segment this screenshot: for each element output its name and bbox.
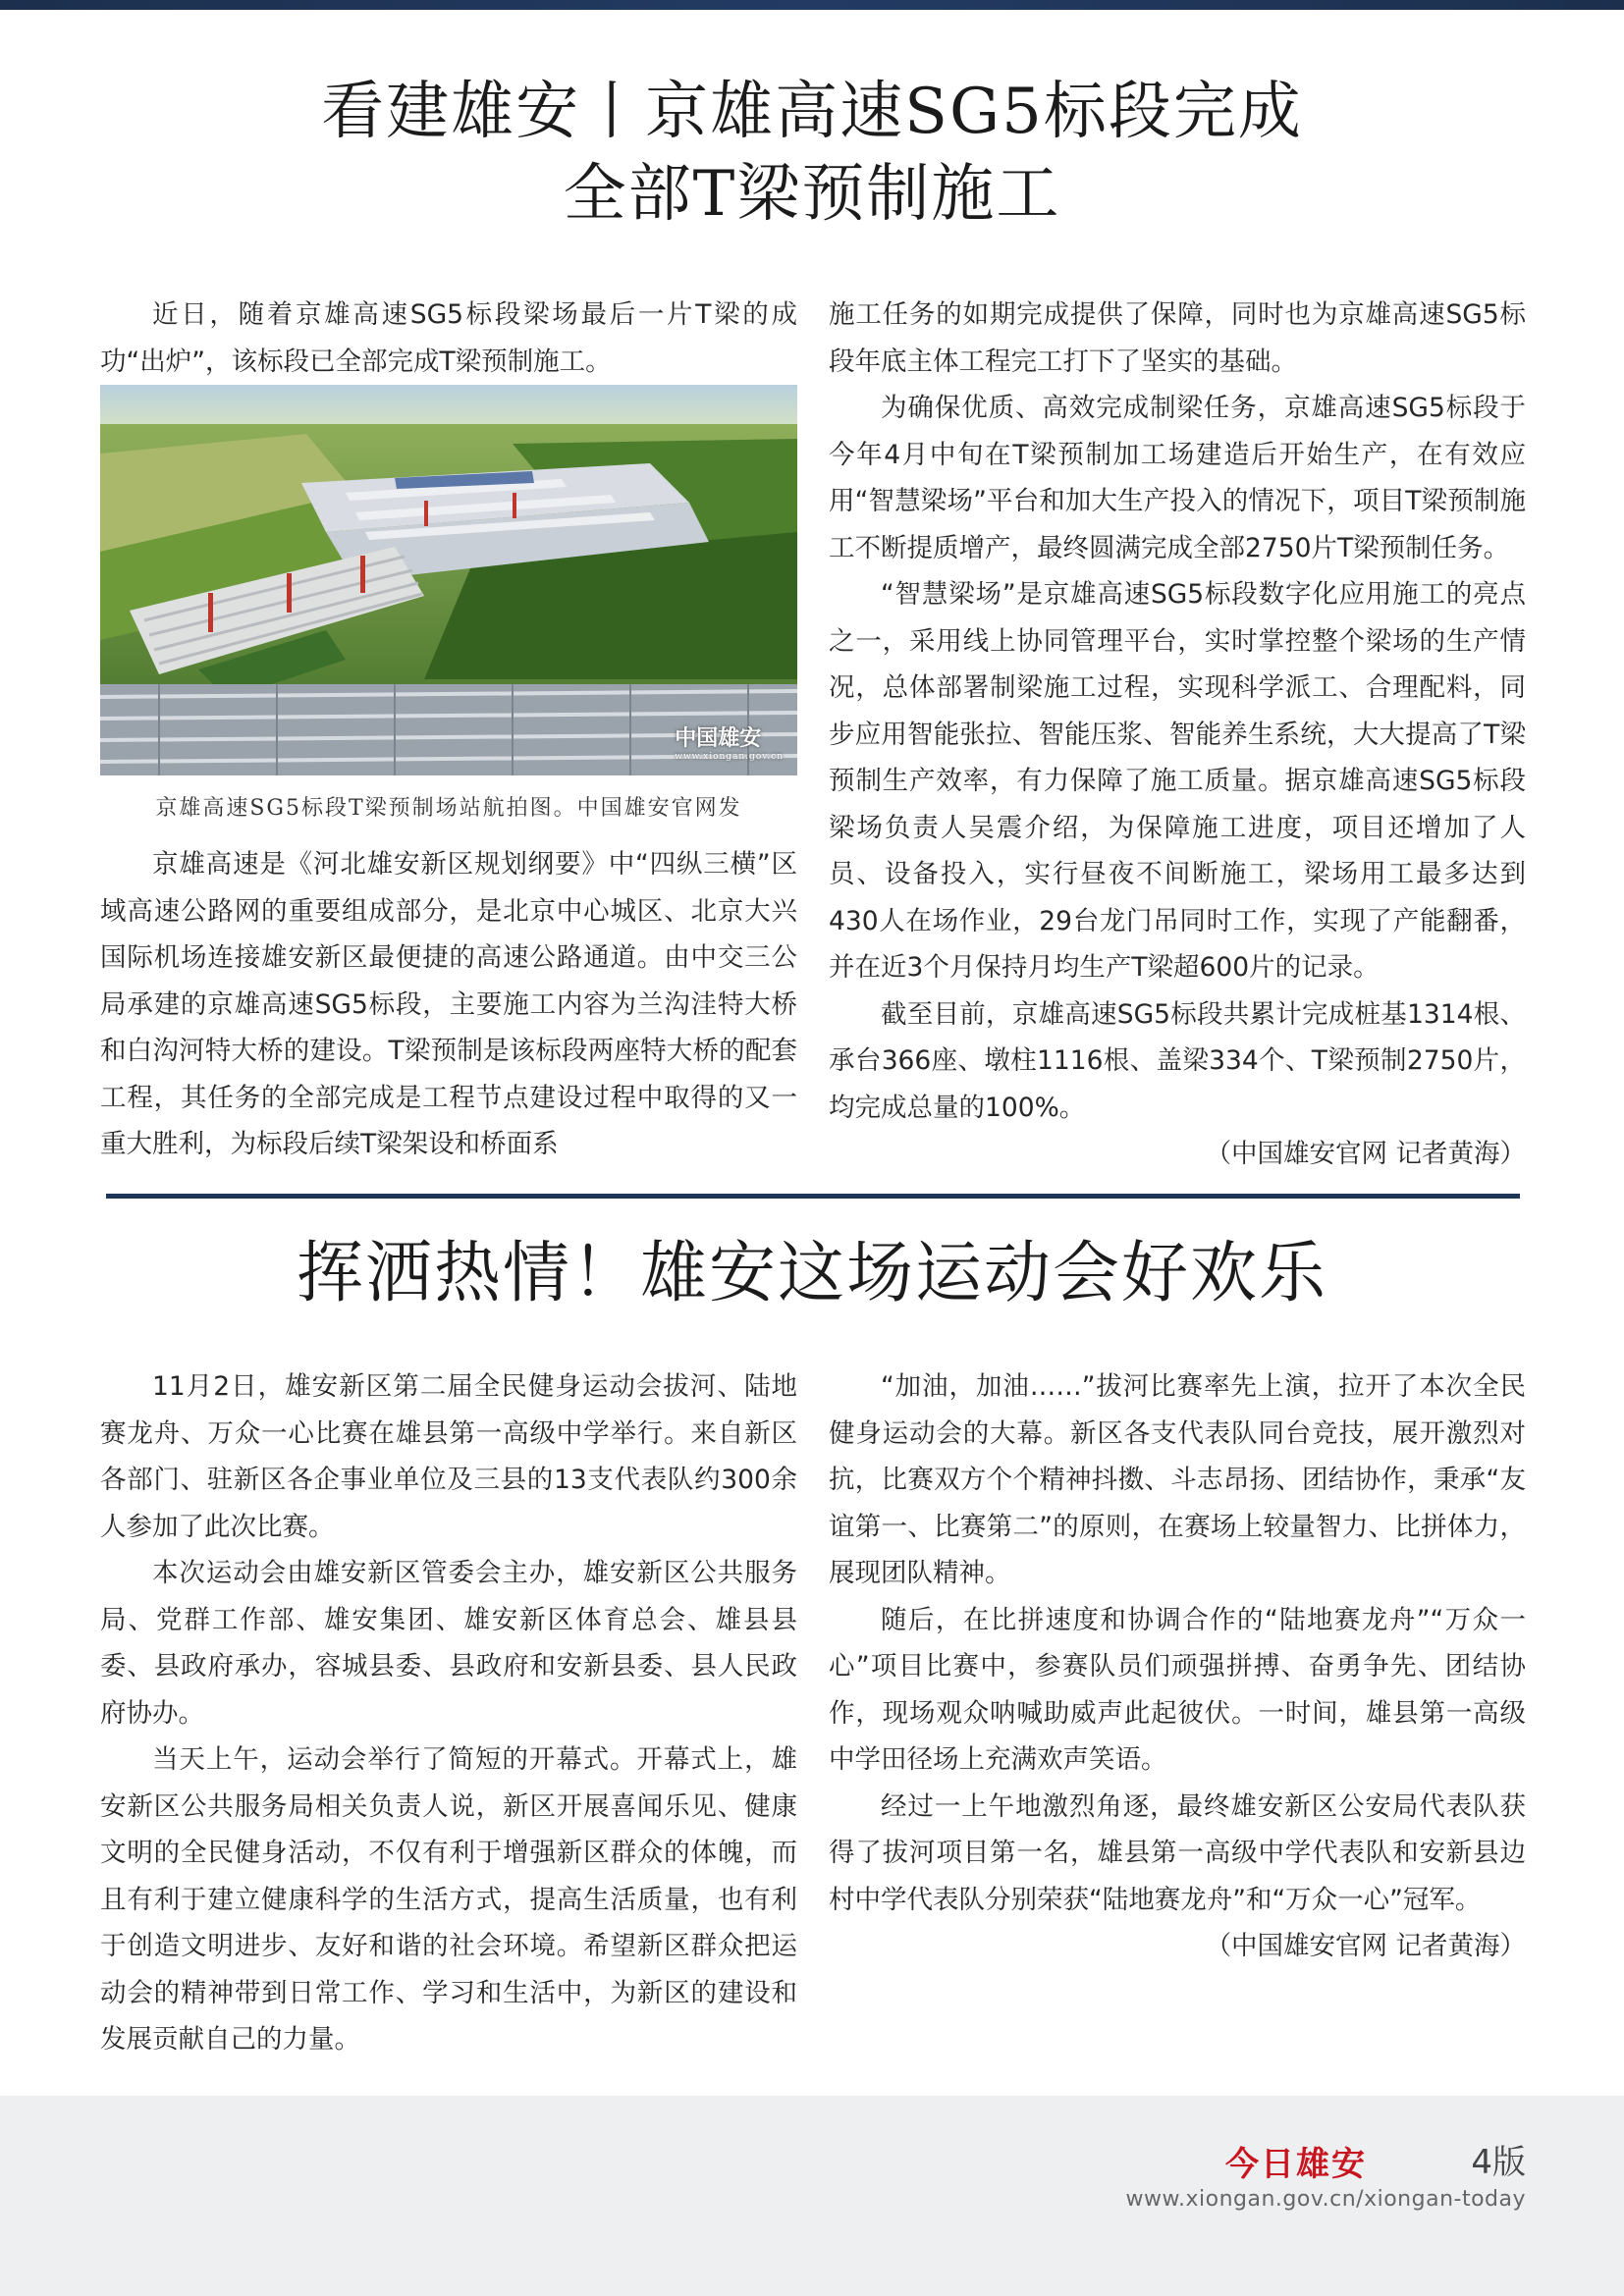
paragraph: 为确保优质、高效完成制梁任务，京雄高速SG5标段于今年4月中旬在T梁预制加工场建造后开始生产，在有效应用“智慧梁场”平台和加大生产投入的情况下，项目T梁预制施工不断提质增产，最终圆满完成全部2750片T梁预制任务。 [829,393,1526,563]
article2-credit: （中国雄安官网 记者黄海） [1205,1931,1526,1961]
page-number: 4版 [1471,2143,1526,2182]
article1-title-line1: 看建雄安丨京雄高速SG5标段完成 [321,76,1303,148]
paragraph: “加油，加油……”拔河比赛率先上演，拉开了本次全民健身运动会的大幕。新区各支代表队同台竞技，展开激烈对抗，比赛双方个个精神抖擞、斗志昂扬、团结协作，秉承“友谊第一、比赛第二”的原则，在赛场上较量智力、比拼体力，展现团队精神。 [829,1371,1526,1588]
paragraph-continuation: 施工任务的如期完成提供了保障，同时也为京雄高速SG5标段年底主体工程完工打下了坚实的基础。 [829,299,1526,377]
photo-watermark-url: www.xiongan.gov.cn [675,752,784,762]
paragraph: “智慧梁场”是京雄高速SG5标段数字化应用施工的亮点之一，采用线上协同管理平台，实时掌控整个梁场的生产情况，总体部署制梁施工过程，实现科学派工、合理配料，同步应用智能张拉、智能压浆、智能养生系统，大大提高了T梁预制生产效率，有力保障了施工质量。据京雄高速SG5标段梁场负责人吴震介绍，为保障施工进度，项目还增加了人员、设备投入，实行昼夜不间断施工，梁场用工最多达到430人在场作业，29台龙门吊同时工作，实现了产能翻番，并在近3个月保持月均生产T梁超600片的记录。 [829,579,1526,983]
aerial-photo [100,385,797,775]
article1-right-column [829,292,1526,1178]
article1-credit: （中国雄安官网 记者黄海） [1205,1139,1526,1169]
paragraph: 当天上午，运动会举行了简短的开幕式。开幕式上，雄安新区公共服务局相关负责人说，新区开展喜闻乐见、健康文明的全民健身活动，不仅有利于增强新区群众的体魄，而且有利于建立健康科学的生活方式，提高生活质量，也有利于创造文明进步、友好和谐的社会环境。希望新区群众把运动会的精神带到日常工作、学习和生活中，为新区的建设和发展贡献自己的力量。 [100,1744,797,2055]
top-accent-bar [0,0,1624,10]
paragraph: 经过一上午地激烈角逐，最终雄安新区公安局代表队获得了拔河项目第一名，雄县第一高级中学代表队和安新县边村中学代表队分别荣获“陆地赛龙舟”和“万众一心”冠军。 [829,1790,1526,1915]
photo-watermark: 中国雄安 www.xiongan.gov.cn [675,725,784,762]
article1-headline [0,71,1624,236]
article2-left-column [100,1363,797,2063]
section-divider [106,1194,1520,1199]
paragraph: 11月2日，雄安新区第二届全民健身运动会拔河、陆地赛龙舟、万众一心比赛在雄县第一高级中学举行。来自新区各部门、驻新区各企事业单位及三县的13支代表队约300余人参加了此次比赛。 [100,1371,797,1542]
article1-left-bottom-column [100,841,797,1168]
paragraph: 京雄高速是《河北雄安新区规划纲要》中“四纵三横”区域高速公路网的重要组成部分，是北京中心城区、北京大兴国际机场连接雄安新区最便捷的高速公路通道。由中交三公局承建的京雄高速SG5标段，主要施工内容为兰沟洼特大桥和白沟河特大桥的建设。T梁预制是该标段两座特大桥的配套工程，其任务的全部完成是工程节点建设过程中取得的又一重大胜利，为标段后续T梁架设和桥面系 [100,849,797,1159]
paragraph: 截至目前，京雄高速SG5标段共累计完成桩基1314根、承台366座、墩柱1116根、盖梁334个、T梁预制2750片，均完成总量的100%。 [829,998,1526,1123]
page-footer [0,2096,1624,2296]
article1-title-line2: 全部T梁预制施工 [563,158,1061,231]
photo-caption: 京雄高速SG5标段T梁预制场站航拍图。中国雄安官网发 [155,796,742,821]
article1-left-top-column [100,292,797,385]
article2-headline: 挥洒热情！雄安这场运动会好欢乐 [296,1235,1327,1312]
footer-brand-logo: 今日雄安 [1225,2145,1367,2184]
paragraph: 本次运动会由雄安新区管委会主办，雄安新区公共服务局、党群工作部、雄安集团、雄安新区体育总会、雄县县委、县政府承办，容城县委、县政府和安新县委、县人民政府协办。 [100,1558,797,1729]
paragraph: 随后，在比拼速度和协调合作的“陆地赛龙舟”“万众一心”项目比赛中，参赛队员们顽强拼搏、奋勇争先、团结协作，现场观众呐喊助威声此起彼伏。一时间，雄县第一高级中学田径场上充满欢声笑语。 [829,1604,1526,1775]
paragraph: 近日，随着京雄高速SG5标段梁场最后一片T梁的成功“出炉”，该标段已全部完成T梁预制施工。 [100,299,797,377]
article2-right-column [829,1363,1526,1970]
footer-url[interactable]: www.xiongan.gov.cn/xiongan-today [1125,2187,1526,2212]
